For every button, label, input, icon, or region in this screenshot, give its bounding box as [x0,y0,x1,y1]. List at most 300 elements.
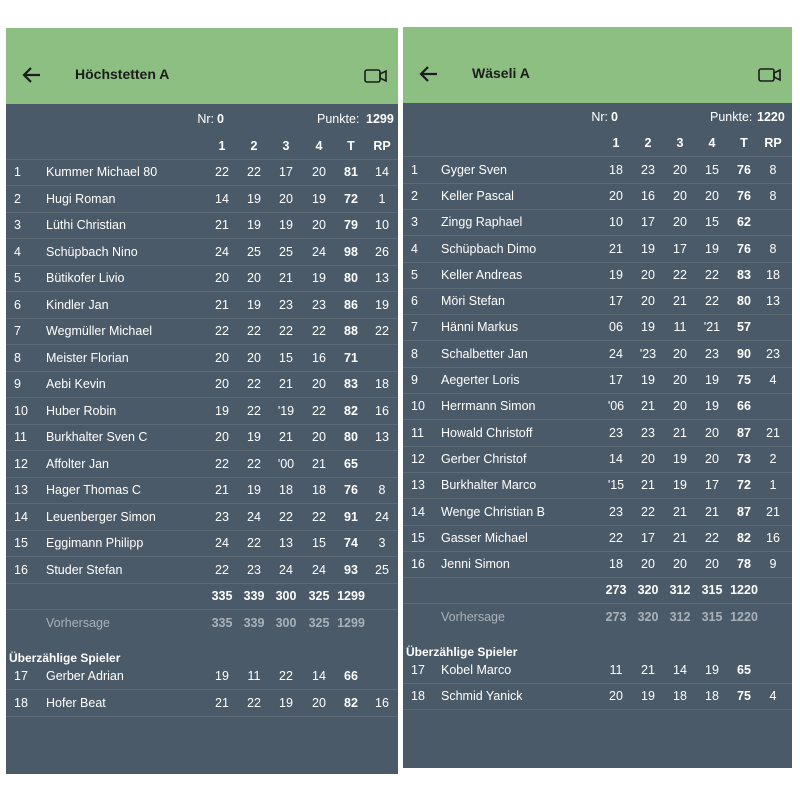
total-score: 76 [737,162,751,177]
round-score: 22 [673,267,687,282]
round-score: 06 [609,320,623,335]
player-number: 17 [411,663,425,677]
player-name: Leuenberger Simon [46,509,156,524]
player-name: Eggimann Philipp [46,536,144,550]
player-number: 10 [14,403,28,418]
round-score: 20 [673,188,687,203]
round-score: 13 [279,536,293,550]
round-score: 20 [673,399,687,414]
rank-points [758,315,788,340]
total-score: 91 [344,509,358,524]
player-number: 5 [14,271,21,285]
round-score: 20 [215,350,229,365]
round-score: 20 [279,191,293,206]
video-camera-icon[interactable] [758,67,782,88]
round-score: 19 [215,403,229,418]
round-score: 21 [312,456,326,471]
punkte-value: 1299 [366,112,394,126]
round-score: '19 [277,403,295,418]
round-score: '21 [703,320,721,335]
round-score: 17 [641,215,655,230]
rank-points: 3 [378,536,386,550]
table-row[interactable] [6,187,398,213]
round-score: 22 [247,377,261,391]
round-score: 20 [673,162,687,177]
column-header-RP: RP [373,138,391,153]
table-row[interactable] [403,526,792,552]
table-row[interactable] [6,293,398,319]
total-score: 73 [737,451,751,466]
player-number: 1 [411,162,418,177]
rank-points: 19 [375,297,389,312]
round-score: 19 [312,271,326,285]
rank-points: 9 [769,557,777,572]
player-name: Hänni Markus [441,320,519,335]
player-number: 16 [411,557,425,572]
round-score: 17 [609,373,623,387]
player-number: 7 [14,324,21,338]
round-score: 21 [641,663,655,677]
player-number: 14 [14,509,28,524]
punkte-label: Punkte: [317,112,360,126]
player-number: 10 [411,399,425,414]
round-score: 20 [673,373,687,387]
player-name: Kobel Marco [441,663,512,677]
round-score: 24 [312,244,326,259]
player-name: Howald Christoff [441,425,533,440]
rank-points [367,664,397,689]
rank-points: 16 [766,530,780,545]
round-score: 11 [673,320,687,335]
column-header-4: 4 [315,138,323,153]
rank-points: 23 [766,346,780,361]
table-row[interactable] [6,372,398,398]
team-panel-right [403,27,792,768]
player-number: 15 [411,530,425,545]
app-bar [6,28,398,104]
round-score: 22 [215,165,229,179]
player-name: Huber Robin [46,403,117,418]
column-header-RP: RP [764,136,782,151]
table-row[interactable] [403,552,792,578]
round-score: 22 [247,456,261,471]
round-score: 23 [641,425,655,440]
table-row[interactable] [403,158,792,184]
round-score: 20 [705,451,719,466]
round-score: 16 [641,188,655,203]
table-row[interactable] [6,558,398,584]
round-score: 11 [609,663,623,677]
round-score: 15 [279,350,293,365]
table-row[interactable] [403,447,792,473]
table-row[interactable] [403,210,792,236]
round-score: 10 [609,215,623,230]
round-score: 20 [215,271,229,285]
player-name: Gasser Michael [441,530,528,545]
forecast-row [6,611,398,636]
round-score: 20 [641,557,655,572]
summary-row [6,107,398,132]
round-score: 23 [609,425,623,440]
team-title: Wäseli A [472,65,530,81]
total-score: 98 [344,244,358,259]
player-number: 15 [14,536,28,550]
player-number: 13 [411,478,425,493]
table-row[interactable] [403,658,792,684]
round-score: 21 [279,271,293,285]
column-header-1: 1 [218,138,226,153]
rank-points: 26 [375,244,389,259]
player-number: 11 [411,425,424,440]
section-heading-extra-players: Überzählige Spieler [406,645,518,659]
video-camera-icon[interactable] [364,68,388,89]
total-score: 72 [737,478,751,493]
table-row[interactable] [403,289,792,315]
rank-points: 22 [375,324,389,338]
player-number: 13 [14,483,28,497]
total-score: 80 [344,430,358,444]
round-score: 20 [609,689,623,704]
player-name: Schüpbach Dimo [441,241,537,256]
player-number: 17 [14,669,28,683]
round-score: 18 [312,483,326,497]
player-number: 8 [411,346,418,361]
round-score: 21 [215,483,229,497]
round-score: 19 [312,191,326,206]
total-score: 62 [737,215,751,230]
rank-points: 25 [375,562,389,577]
round-score: 20 [673,215,687,230]
round-score: 22 [247,536,261,550]
round-score: 21 [705,504,719,519]
player-number: 6 [14,297,21,312]
rank-points: 16 [375,695,389,710]
forecast-value: 273 [605,609,627,624]
round-score: 23 [609,504,623,519]
total-score: 65 [344,456,358,471]
round-score: 20 [312,218,326,232]
round-score: 21 [279,430,293,444]
total-score: 80 [344,271,358,285]
column-header-4: 4 [708,136,716,151]
round-score: 20 [312,695,326,710]
player-number: 6 [411,294,418,309]
round-score: 21 [641,399,655,414]
player-number: 18 [411,689,425,704]
rank-points: 10 [375,218,389,232]
player-name: Studer Stefan [46,562,123,577]
total-score: 86 [344,297,358,312]
table-row[interactable] [6,664,398,690]
round-score: 22 [312,403,326,418]
total-score: 81 [344,165,358,179]
round-score: 24 [215,244,229,259]
round-score: 22 [312,509,326,524]
forecast-value: 300 [275,615,297,630]
total-score: 82 [344,403,358,418]
table-row[interactable] [6,319,398,345]
forecast-value: 335 [211,615,233,630]
player-name: Hofer Beat [46,695,106,710]
round-score: 22 [641,504,655,519]
rank-points: 8 [769,188,777,203]
round-score: 20 [673,346,687,361]
totals-row [403,578,792,604]
column-header-1: 1 [612,136,620,151]
total-score: 80 [737,294,751,309]
round-score: 20 [705,188,719,203]
column-total: 315 [701,583,723,598]
round-score: 14 [312,669,326,683]
player-name: Hugi Roman [46,191,116,206]
total-score: 66 [344,669,358,683]
team-title: Höchstetten A [75,66,170,82]
player-name: Keller Pascal [441,188,514,203]
player-name: Schüpbach Nino [46,244,138,259]
table-row[interactable] [6,531,398,557]
player-name: Kummer Michael 80 [46,165,158,179]
total-score: 75 [737,689,751,704]
total-score: 88 [344,324,358,338]
player-number: 5 [411,267,418,282]
total-score: 87 [737,425,751,440]
round-score: 23 [705,346,719,361]
total-score: 76 [344,483,358,497]
column-header-3: 3 [676,136,684,151]
rank-points: 24 [375,509,389,524]
round-score: 19 [705,663,719,677]
round-score: '23 [639,346,657,361]
player-name: Jenni Simon [441,557,510,572]
round-score: 19 [247,483,261,497]
player-name: Keller Andreas [441,267,523,282]
player-number: 4 [411,241,418,256]
player-name: Schalbetter Jan [441,346,528,361]
column-header [6,134,398,160]
table-row[interactable] [6,266,398,292]
total-score: 78 [737,557,751,572]
table-row[interactable] [403,368,792,394]
rank-points: 13 [375,271,389,285]
round-score: 19 [247,191,261,206]
round-score: 22 [705,294,719,309]
player-name: Gerber Christof [441,451,527,466]
round-score: 11 [247,669,261,683]
round-score: 14 [673,663,687,677]
round-score: 19 [641,689,655,704]
round-score: 21 [641,478,655,493]
forecast-value: 320 [637,609,659,624]
column-header [403,131,792,157]
forecast-value: 312 [669,609,691,624]
round-score: 24 [215,536,229,550]
rank-points [758,658,788,683]
table-row[interactable] [6,160,398,186]
player-number: 8 [14,350,21,365]
rank-points: 21 [766,425,780,440]
app-bar [403,27,792,103]
rank-points: 13 [375,430,389,444]
round-score: 22 [247,695,261,710]
round-score: 19 [705,241,719,256]
rank-points [367,346,397,371]
column-total: 312 [669,583,691,598]
round-score: 22 [609,530,623,545]
round-score: 22 [279,509,293,524]
rank-points: 21 [766,504,780,519]
forecast-value: 1299 [337,615,365,630]
round-score: 20 [673,557,687,572]
table-row[interactable] [6,691,398,717]
column-total: 273 [605,583,627,598]
column-total: 335 [211,589,233,603]
round-score: 23 [247,562,261,577]
round-score: 17 [641,530,655,545]
back-arrow-icon[interactable] [22,66,42,89]
round-score: 20 [215,377,229,391]
round-score: 20 [215,430,229,444]
round-score: 15 [705,215,719,230]
round-score: 20 [312,377,326,391]
round-score: 21 [673,294,687,309]
table-row[interactable] [403,184,792,210]
round-score: 23 [641,162,655,177]
table-row[interactable] [6,425,398,451]
player-number: 14 [411,504,425,519]
round-score: 24 [312,562,326,577]
table-row[interactable] [403,394,792,420]
rank-points: 13 [766,294,780,309]
column-total: 300 [275,589,297,603]
player-name: Aegerter Loris [441,373,520,387]
table-row[interactable] [6,478,398,504]
rank-points: 8 [769,162,777,177]
player-name: Burkhalter Marco [441,478,537,493]
round-score: 18 [609,162,623,177]
table-row[interactable] [403,473,792,499]
total-score: 87 [737,504,751,519]
column-total: 1299 [337,589,365,603]
nr-label: Nr: [197,112,214,126]
player-name: Wenge Christian B [441,504,545,519]
round-score: 24 [279,562,293,577]
forecast-value: 339 [243,615,265,630]
nr-value: 0 [611,110,618,124]
player-name: Hager Thomas C [46,483,141,497]
player-number: 16 [14,562,28,577]
player-name: Wegmüller Michael [46,324,153,338]
player-number: 4 [14,244,21,259]
round-score: 21 [279,377,293,391]
round-score: 23 [279,297,293,312]
round-score: 25 [247,244,261,259]
table-row[interactable] [403,342,792,368]
total-score: 82 [344,695,358,710]
table-row[interactable] [6,452,398,478]
round-score: 19 [673,451,687,466]
player-name: Herrmann Simon [441,399,536,414]
total-score: 82 [737,530,751,545]
player-name: Meister Florian [46,350,129,365]
round-score: 20 [641,451,655,466]
table-row[interactable] [403,263,792,289]
forecast-value: 1220 [730,609,758,624]
round-score: 22 [215,562,229,577]
table-row[interactable] [403,315,792,341]
forecast-row [403,605,792,630]
player-number: 2 [411,188,418,203]
total-score: 76 [737,188,751,203]
table-row[interactable] [6,240,398,266]
round-score: 22 [215,456,229,471]
total-score: 57 [737,320,751,335]
rank-points [367,452,397,477]
round-score: 22 [247,165,261,179]
rank-points: 8 [378,483,386,497]
round-score: 19 [247,430,261,444]
table-row[interactable] [6,505,398,531]
player-name: Zingg Raphael [441,215,523,230]
rank-points: 1 [378,191,386,206]
forecast-label: Vorhersage [441,609,505,624]
table-row[interactable] [403,421,792,447]
column-total: 320 [637,583,659,598]
total-score: 93 [344,562,358,577]
round-score: 23 [215,509,229,524]
round-score: 19 [247,297,261,312]
player-name: Aebi Kevin [46,377,106,391]
table-row[interactable] [6,399,398,425]
column-header-T: T [740,136,748,151]
total-score: 65 [737,663,751,677]
player-number: 7 [411,320,418,335]
round-score: 21 [215,218,229,232]
round-score: 22 [279,669,293,683]
table-row[interactable] [403,684,792,710]
table-row[interactable] [6,213,398,239]
round-score: 19 [215,669,229,683]
total-score: 72 [344,191,358,206]
round-score: 22 [247,403,261,418]
section-heading-extra-players: Überzählige Spieler [9,651,121,665]
round-score: 22 [279,324,293,338]
round-score: 20 [247,350,261,365]
column-header-2: 2 [644,136,652,151]
round-score: 14 [609,451,623,466]
forecast-value: 325 [308,615,330,630]
table-row[interactable] [6,346,398,372]
table-row[interactable] [403,237,792,263]
round-score: 19 [641,241,655,256]
back-arrow-icon[interactable] [419,65,439,88]
round-score: 21 [609,241,623,256]
round-score: 21 [215,695,229,710]
rank-points: 2 [769,451,777,466]
total-score: 83 [344,377,358,391]
round-score: 21 [215,297,229,312]
round-score: 25 [279,244,293,259]
rank-points: 18 [375,377,389,391]
rank-points: 14 [375,165,389,179]
round-score: 20 [641,267,655,282]
column-total: 1220 [730,583,758,598]
round-score: 19 [641,373,655,387]
round-score: 21 [673,530,687,545]
table-row[interactable] [403,500,792,526]
player-name: Schmid Yanick [441,689,523,704]
round-score: 18 [705,689,719,704]
column-total: 339 [243,589,265,603]
